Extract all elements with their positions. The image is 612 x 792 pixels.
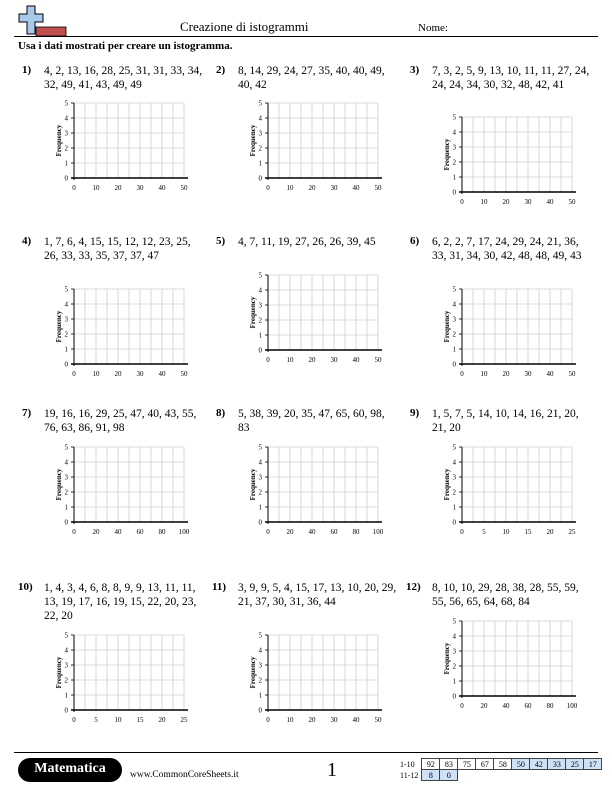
y-axis-label: Frequency [55, 124, 63, 157]
y-tick-label: 0 [258, 174, 262, 183]
y-tick-label: 2 [64, 144, 68, 153]
y-tick-label: 4 [64, 114, 68, 123]
x-tick-label: 0 [460, 702, 464, 710]
x-tick-label: 5 [482, 528, 486, 536]
y-tick-label: 3 [258, 301, 262, 310]
y-tick-label: 1 [258, 331, 262, 340]
problem-data: 6, 2, 2, 7, 17, 24, 29, 24, 21, 36, 33, 31, 34, 30, 42, 48, 48, 49, 43 [432, 236, 582, 262]
x-tick-label: 40 [158, 370, 166, 378]
x-tick-label: 10 [502, 528, 510, 536]
y-tick-label: 4 [452, 300, 456, 309]
y-tick-label: 3 [452, 647, 456, 656]
y-tick-label: 5 [258, 99, 262, 108]
y-tick-label: 4 [258, 458, 262, 467]
histogram-chart [246, 632, 396, 726]
y-tick-label: 5 [258, 271, 262, 280]
x-tick-label: 20 [502, 198, 510, 206]
y-tick-label: 3 [64, 315, 68, 324]
x-tick-label: 40 [502, 702, 510, 710]
x-tick-label: 50 [568, 198, 576, 206]
y-tick-label: 1 [64, 159, 68, 168]
x-tick-label: 80 [158, 528, 166, 536]
x-tick-label: 0 [72, 370, 76, 378]
x-tick-label: 15 [136, 716, 144, 724]
score-key-cell: 25 [566, 759, 584, 770]
histogram-chart [246, 444, 396, 538]
problem-number: 3) [410, 64, 420, 76]
histogram-chart [52, 632, 202, 726]
y-tick-label: 0 [452, 518, 456, 527]
y-tick-label: 1 [64, 503, 68, 512]
y-axis-label: Frequency [443, 310, 451, 343]
score-key-cell: 33 [548, 759, 566, 770]
y-tick-label: 3 [452, 315, 456, 324]
y-tick-label: 2 [64, 676, 68, 685]
x-tick-label: 0 [266, 184, 270, 192]
logo-icon [18, 5, 68, 37]
y-tick-label: 0 [258, 518, 262, 527]
score-key-cell: 58 [494, 759, 512, 770]
site-url: www.CommonCoreSheets.it [130, 770, 239, 780]
problem-number: 4) [22, 235, 32, 247]
x-tick-label: 40 [546, 370, 554, 378]
x-tick-label: 0 [72, 184, 76, 192]
x-tick-label: 0 [460, 370, 464, 378]
y-tick-label: 1 [452, 345, 456, 354]
x-tick-label: 40 [308, 528, 316, 536]
y-tick-label: 4 [452, 632, 456, 641]
y-axis-label: Frequency [443, 642, 451, 675]
y-tick-label: 2 [258, 676, 262, 685]
problem-data: 3, 9, 9, 5, 4, 15, 17, 13, 10, 20, 29, 21, 37, 30, 31, 36, 44 [238, 582, 397, 608]
y-tick-label: 2 [452, 488, 456, 497]
score-key-cell: 83 [440, 759, 458, 770]
y-tick-label: 0 [258, 706, 262, 715]
problem-number: 1) [22, 64, 32, 76]
y-tick-label: 1 [258, 503, 262, 512]
y-tick-label: 5 [64, 285, 68, 294]
page-title: Creazione di istogrammi [180, 19, 309, 34]
y-tick-label: 1 [258, 159, 262, 168]
x-tick-label: 30 [524, 370, 532, 378]
x-tick-label: 30 [136, 370, 144, 378]
y-axis-label: Frequency [55, 656, 63, 689]
x-tick-label: 20 [158, 716, 166, 724]
y-tick-label: 3 [452, 473, 456, 482]
y-axis-label: Frequency [443, 138, 451, 171]
y-tick-label: 5 [64, 443, 68, 452]
problem-data: 19, 16, 16, 29, 25, 47, 40, 43, 55, 76, 63, 86, 91, 98 [44, 408, 197, 434]
x-tick-label: 0 [266, 356, 270, 364]
y-tick-label: 5 [452, 285, 456, 294]
y-tick-label: 5 [452, 443, 456, 452]
x-tick-label: 30 [330, 184, 338, 192]
score-key-cell: 0 [440, 770, 458, 781]
y-tick-label: 5 [258, 631, 262, 640]
problem-number: 9) [410, 407, 420, 419]
x-tick-label: 20 [92, 528, 100, 536]
problem-data: 4, 2, 13, 16, 28, 25, 31, 31, 33, 34, 32, 49, 41, 43, 49, 49 [44, 65, 203, 91]
y-tick-label: 2 [258, 488, 262, 497]
x-tick-label: 20 [286, 528, 294, 536]
x-tick-label: 50 [374, 716, 382, 724]
x-tick-label: 60 [330, 528, 338, 536]
problem-number: 5) [216, 235, 226, 247]
histogram-chart [440, 286, 590, 380]
x-tick-label: 50 [180, 370, 188, 378]
score-key-label: 11-12 [400, 770, 419, 780]
problem-data: 4, 7, 11, 19, 27, 26, 26, 39, 45 [238, 236, 376, 248]
y-tick-label: 5 [64, 631, 68, 640]
x-tick-label: 20 [308, 716, 316, 724]
x-tick-label: 10 [286, 184, 294, 192]
problem-number: 11) [212, 581, 227, 593]
x-tick-label: 25 [568, 528, 576, 536]
x-tick-label: 30 [330, 356, 338, 364]
y-tick-label: 5 [64, 99, 68, 108]
x-tick-label: 40 [158, 184, 166, 192]
x-tick-label: 20 [502, 370, 510, 378]
y-tick-label: 4 [258, 114, 262, 123]
y-tick-label: 4 [452, 128, 456, 137]
y-axis-label: Frequency [249, 468, 257, 501]
problem-number: 10) [18, 581, 33, 593]
y-tick-label: 0 [452, 188, 456, 197]
score-key-row [398, 770, 602, 781]
x-tick-label: 0 [72, 716, 76, 724]
score-key-row [398, 759, 602, 770]
y-tick-label: 3 [258, 661, 262, 670]
y-tick-label: 0 [452, 692, 456, 701]
problem-number: 7) [22, 407, 32, 419]
x-tick-label: 40 [352, 716, 360, 724]
x-tick-label: 25 [180, 716, 188, 724]
score-key [398, 758, 602, 781]
x-tick-label: 60 [136, 528, 144, 536]
y-tick-label: 5 [452, 617, 456, 626]
x-tick-label: 0 [266, 716, 270, 724]
x-tick-label: 0 [460, 198, 464, 206]
x-tick-label: 10 [114, 716, 122, 724]
x-tick-label: 20 [114, 370, 122, 378]
x-tick-label: 60 [524, 702, 532, 710]
y-tick-label: 4 [64, 458, 68, 467]
histogram-chart [52, 444, 202, 538]
y-tick-label: 4 [64, 646, 68, 655]
y-tick-label: 3 [258, 129, 262, 138]
y-tick-label: 2 [64, 488, 68, 497]
problem-data: 5, 38, 39, 20, 35, 47, 65, 60, 98, 83 [238, 408, 385, 434]
y-axis-label: Frequency [249, 124, 257, 157]
histogram-chart [440, 618, 590, 712]
histogram-chart [52, 100, 202, 194]
problem-data: 1, 4, 3, 4, 6, 8, 8, 9, 9, 13, 11, 11, 13, 19, 17, 16, 19, 15, 22, 20, 23, 22, 20 [44, 582, 197, 622]
x-tick-label: 100 [178, 528, 190, 536]
y-tick-label: 0 [64, 360, 68, 369]
y-axis-label: Frequency [55, 310, 63, 343]
x-tick-label: 80 [352, 528, 360, 536]
y-tick-label: 3 [258, 473, 262, 482]
problem-data: 8, 10, 10, 29, 28, 38, 28, 55, 59, 55, 56, 65, 64, 68, 84 [432, 582, 579, 608]
x-tick-label: 10 [286, 356, 294, 364]
problem-number: 8) [216, 407, 226, 419]
x-tick-label: 0 [72, 528, 76, 536]
y-tick-label: 1 [452, 503, 456, 512]
y-tick-label: 1 [452, 173, 456, 182]
y-tick-label: 0 [258, 346, 262, 355]
y-tick-label: 4 [64, 300, 68, 309]
histogram-chart [52, 286, 202, 380]
y-tick-label: 2 [258, 316, 262, 325]
y-tick-label: 1 [64, 345, 68, 354]
x-tick-label: 20 [308, 184, 316, 192]
score-key-cell: 17 [584, 759, 602, 770]
x-tick-label: 0 [266, 528, 270, 536]
y-tick-label: 3 [64, 661, 68, 670]
x-tick-label: 80 [546, 702, 554, 710]
brand-label: Matematica [34, 761, 106, 776]
y-tick-label: 4 [452, 458, 456, 467]
page-number: 1 [327, 759, 337, 781]
y-tick-label: 4 [258, 646, 262, 655]
problem-data: 1, 5, 7, 5, 14, 10, 14, 16, 21, 20, 21, 20 [432, 408, 579, 434]
x-tick-label: 20 [480, 702, 488, 710]
x-tick-label: 5 [94, 716, 98, 724]
x-tick-label: 10 [92, 184, 100, 192]
y-axis-label: Frequency [249, 656, 257, 689]
y-tick-label: 1 [64, 691, 68, 700]
y-tick-label: 2 [452, 158, 456, 167]
x-tick-label: 40 [546, 198, 554, 206]
y-tick-label: 2 [258, 144, 262, 153]
y-tick-label: 2 [452, 330, 456, 339]
problem-number: 2) [216, 64, 226, 76]
y-tick-label: 5 [258, 443, 262, 452]
y-tick-label: 5 [452, 113, 456, 122]
x-tick-label: 50 [180, 184, 188, 192]
y-tick-label: 3 [64, 473, 68, 482]
x-tick-label: 100 [372, 528, 384, 536]
x-tick-label: 15 [524, 528, 532, 536]
instructions: Usa i dati mostrati per creare un istogramma. [18, 40, 233, 52]
x-tick-label: 10 [480, 198, 488, 206]
x-tick-label: 30 [524, 198, 532, 206]
y-tick-label: 0 [64, 706, 68, 715]
x-tick-label: 50 [374, 356, 382, 364]
y-tick-label: 0 [64, 518, 68, 527]
problem-data: 7, 3, 2, 5, 9, 13, 10, 11, 11, 27, 24, 24, 24, 34, 30, 32, 48, 42, 41 [432, 65, 590, 91]
x-tick-label: 20 [308, 356, 316, 364]
score-key-cell: 8 [422, 770, 440, 781]
score-key-cell: 92 [422, 759, 440, 770]
histogram-chart [246, 272, 396, 366]
score-key-cell: 42 [530, 759, 548, 770]
y-tick-label: 0 [64, 174, 68, 183]
score-key-label: 1-10 [400, 759, 415, 769]
problem-data: 1, 7, 6, 4, 15, 15, 12, 12, 23, 25, 26, 33, 33, 35, 37, 37, 47 [44, 236, 191, 262]
x-tick-label: 40 [114, 528, 122, 536]
y-tick-label: 3 [452, 143, 456, 152]
score-key-cell: 75 [458, 759, 476, 770]
histogram-chart [440, 114, 590, 208]
x-tick-label: 20 [546, 528, 554, 536]
x-tick-label: 50 [374, 184, 382, 192]
header-divider [14, 36, 598, 37]
x-tick-label: 30 [330, 716, 338, 724]
x-tick-label: 50 [568, 370, 576, 378]
x-tick-label: 20 [114, 184, 122, 192]
x-tick-label: 0 [460, 528, 464, 536]
score-key-cell: 50 [512, 759, 530, 770]
y-tick-label: 1 [452, 677, 456, 686]
x-tick-label: 40 [352, 184, 360, 192]
histogram-chart [440, 444, 590, 538]
name-label: Nome: [418, 22, 448, 34]
y-tick-label: 4 [258, 286, 262, 295]
problem-data: 8, 14, 29, 24, 27, 35, 40, 40, 49, 40, 42 [238, 65, 385, 91]
x-tick-label: 30 [136, 184, 144, 192]
x-tick-label: 40 [352, 356, 360, 364]
x-tick-label: 10 [480, 370, 488, 378]
footer-divider [14, 752, 598, 753]
y-axis-label: Frequency [443, 468, 451, 501]
score-key-cell: 67 [476, 759, 494, 770]
y-axis-label: Frequency [249, 296, 257, 329]
y-tick-label: 2 [452, 662, 456, 671]
y-tick-label: 0 [452, 360, 456, 369]
y-tick-label: 1 [258, 691, 262, 700]
y-tick-label: 3 [64, 129, 68, 138]
problem-number: 12) [406, 581, 421, 593]
x-tick-label: 100 [566, 702, 578, 710]
histogram-chart [246, 100, 396, 194]
problem-number: 6) [410, 235, 420, 247]
x-tick-label: 10 [92, 370, 100, 378]
y-axis-label: Frequency [55, 468, 63, 501]
y-tick-label: 2 [64, 330, 68, 339]
x-tick-label: 10 [286, 716, 294, 724]
